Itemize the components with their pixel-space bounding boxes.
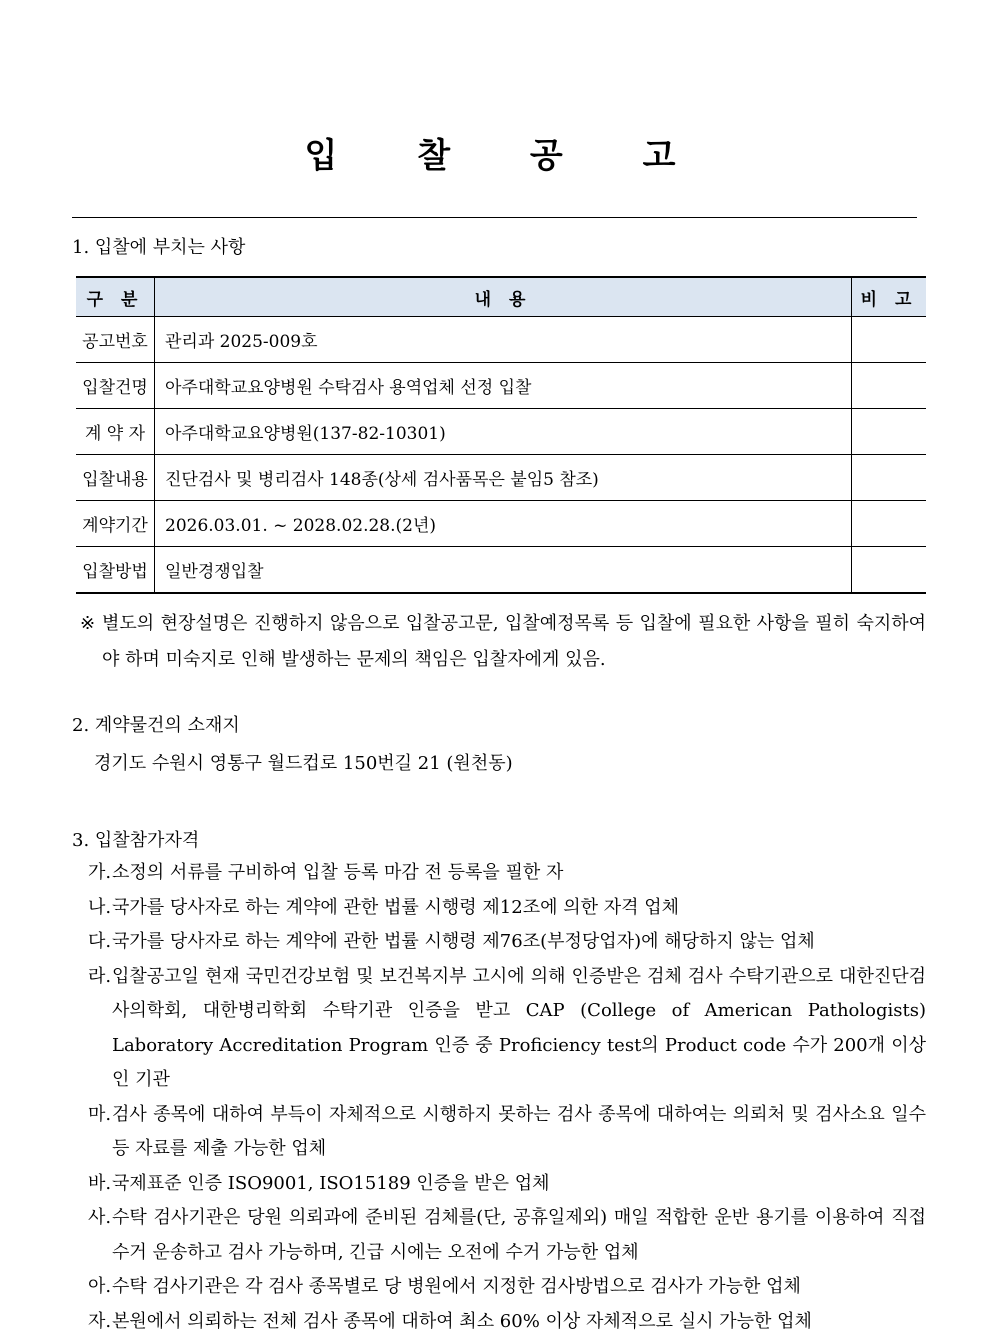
table-row (76, 363, 926, 409)
item-text: 본원에서 의뢰하는 전체 검사 종목에 대하여 최소 60% 이상 자체적으로 실시 가능한 업체 (112, 1311, 812, 1332)
row-note (852, 547, 927, 594)
item-text: 국가를 당사자로 하는 계약에 관한 법률 시행령 제76조(부정당업자)에 해당하지 않는 업체 (112, 931, 815, 952)
row-label: 계약기간 (76, 501, 155, 547)
table-row (76, 317, 926, 363)
row-content: 아주대학교요양병원(137-82-10301) (155, 409, 852, 455)
list-item (88, 1270, 926, 1305)
row-content: 아주대학교요양병원 수탁검사 용역업체 선정 입찰 (155, 363, 852, 409)
row-content: 진단검사 및 병리검사 148종(상세 검사품목은 붙임5 참조) (155, 455, 852, 501)
section-1-heading: 1. 입찰에 부치는 사항 (72, 233, 245, 259)
row-note (852, 409, 927, 455)
section-3-heading: 3. 입찰참가자격 (72, 826, 199, 852)
list-item (88, 1167, 926, 1202)
row-note (852, 501, 927, 547)
item-text: 수탁 검사기관은 당원 의뢰과에 준비된 검체를(단, 공휴일제외) 매일 적합한 운반 용기를 이용하여 직접 수거 운송하고 검사 가능하며, 긴급 시에는 오전에 수거 가능한 업체 (112, 1207, 926, 1263)
table-row (76, 409, 926, 455)
row-content: 일반경쟁입찰 (155, 547, 852, 594)
bid-info-table (76, 276, 926, 594)
list-item (88, 1201, 926, 1270)
header-remarks: 비 고 (852, 277, 927, 317)
row-content: 2026.03.01. ~ 2028.02.28.(2년) (155, 501, 852, 547)
table-row (76, 501, 926, 547)
list-item (88, 960, 926, 1098)
item-label: 가. (88, 856, 111, 891)
reference-mark: ※ (80, 606, 95, 642)
row-note (852, 363, 927, 409)
row-label: 계 약 자 (76, 409, 155, 455)
row-note (852, 455, 927, 501)
row-label: 입찰건명 (76, 363, 155, 409)
header-category: 구 분 (76, 277, 155, 317)
item-text: 국가를 당사자로 하는 계약에 관한 법률 시행령 제12조에 의한 자격 업체 (112, 897, 679, 918)
item-label: 나. (88, 891, 111, 926)
list-item (88, 1098, 926, 1167)
item-label: 자. (88, 1305, 111, 1339)
contract-address: 경기도 수원시 영통구 월드컵로 150번길 21 (원천동) (94, 749, 513, 775)
item-label: 사. (88, 1201, 111, 1236)
row-label: 공고번호 (76, 317, 155, 363)
notice-paragraph (80, 606, 926, 678)
item-text: 수탁 검사기관은 각 검사 종목별로 당 병원에서 지정한 검사방법으로 검사가 가능한 업체 (112, 1276, 801, 1297)
row-note (852, 317, 927, 363)
list-item (88, 891, 926, 926)
row-label: 입찰내용 (76, 455, 155, 501)
list-item (88, 856, 926, 891)
header-content: 내 용 (155, 277, 852, 317)
qualification-list (88, 856, 926, 1339)
page-title: 입 찰 공 고 (0, 128, 992, 177)
item-text: 국제표준 인증 ISO9001, ISO15189 인증을 받은 업체 (112, 1173, 550, 1194)
table-header-row (76, 277, 926, 317)
list-item (88, 925, 926, 960)
table-row (76, 455, 926, 501)
row-label: 입찰방법 (76, 547, 155, 594)
list-item (88, 1305, 926, 1339)
row-content: 관리과 2025-009호 (155, 317, 852, 363)
item-label: 바. (88, 1167, 111, 1202)
item-text: 입찰공고일 현재 국민건강보험 및 보건복지부 고시에 의해 인증받은 검체 검사 수탁기관으로 대한진단검사의학회, 대한병리학회 수탁기관 인증을 받고 CAP (College of American Pathologists) Laboratory Accreditation Program 인증 중 Proficiency test의 Product code 수가 200개 이상인 기관 (112, 966, 926, 1091)
item-text: 검사 종목에 대하여 부득이 자체적으로 시행하지 못하는 검사 종목에 대하여는 의뢰처 및 검사소요 일수 등 자료를 제출 가능한 업체 (112, 1104, 926, 1160)
item-text: 소정의 서류를 구비하여 입찰 등록 마감 전 등록을 필한 자 (112, 862, 563, 883)
item-label: 아. (88, 1270, 111, 1305)
item-label: 마. (88, 1098, 111, 1133)
item-label: 다. (88, 925, 111, 960)
table-row (76, 547, 926, 594)
item-label: 라. (88, 960, 111, 995)
title-divider (72, 217, 917, 218)
notice-text: 별도의 현장설명은 진행하지 않음으로 입찰공고문, 입찰예정목록 등 입찰에 필요한 사항을 필히 숙지하여야 하며 미숙지로 인해 발생하는 문제의 책임은 입찰자에게 있음. (80, 606, 926, 678)
section-2-heading: 2. 계약물건의 소재지 (72, 711, 240, 737)
